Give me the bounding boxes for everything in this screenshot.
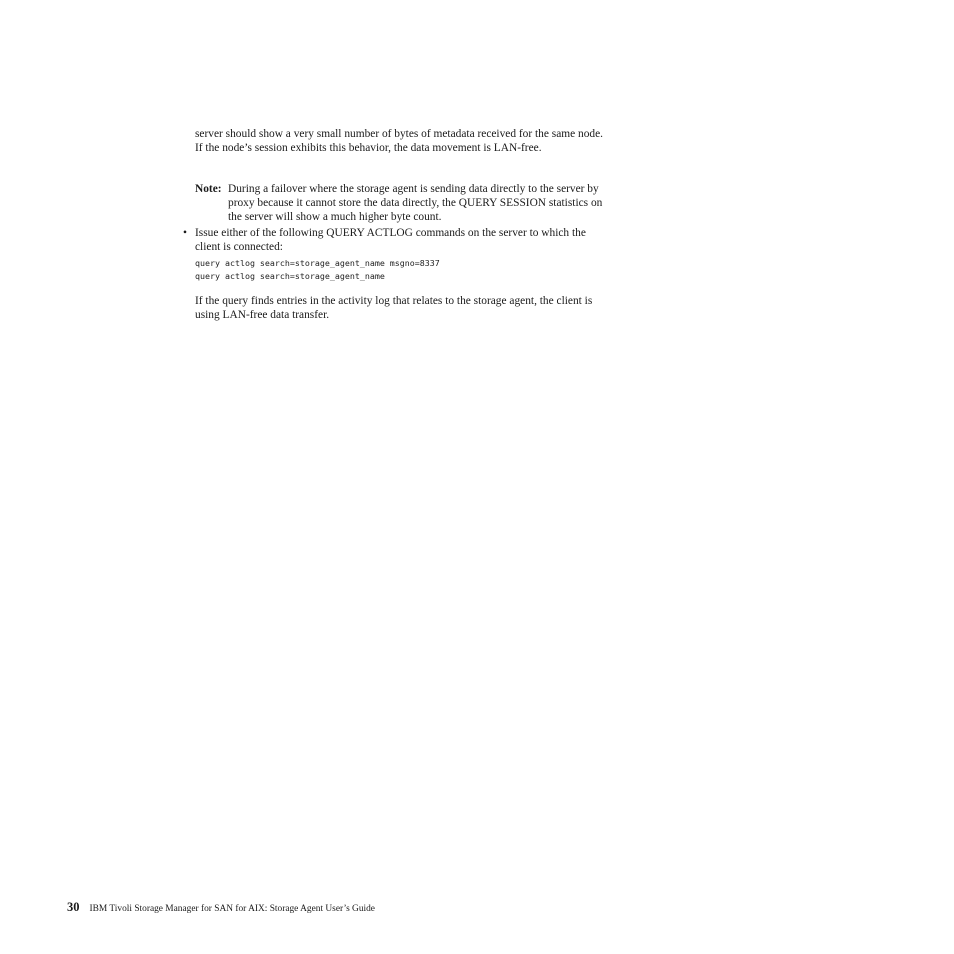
body-paragraph-metadata: server should show a very small number of bytes of metadata received for the same node. If the node’s session exhibits this behavior, the data movement is LAN-free. (195, 128, 604, 155)
body-paragraph-activity-log: If the query finds entries in the activity log that relates to the storage agent, the client is using LAN-free data transfer. (195, 295, 593, 322)
code-line: query actlog search=storage_agent_name (195, 270, 385, 281)
book-title: IBM Tivoli Storage Manager for SAN for AIX: Storage Agent User’s Guide (89, 904, 375, 914)
bullet-marker: • (183, 227, 187, 239)
page-footer (67, 900, 375, 916)
code-line: query actlog search=storage_agent_name msgno=8337 (195, 258, 440, 268)
bullet-text: Issue either of the following QUERY ACTLOG commands on the server to which the client is connected: (195, 227, 586, 254)
code-example (195, 257, 440, 282)
note-text: During a failover where the storage agent is sending data directly to the server by proxy because it cannot store the data directly, the QUERY SESSION statistics on the server will show a much higher byte count. (228, 183, 603, 224)
note-label: Note: (195, 183, 222, 195)
page-number: 30 (67, 900, 80, 914)
